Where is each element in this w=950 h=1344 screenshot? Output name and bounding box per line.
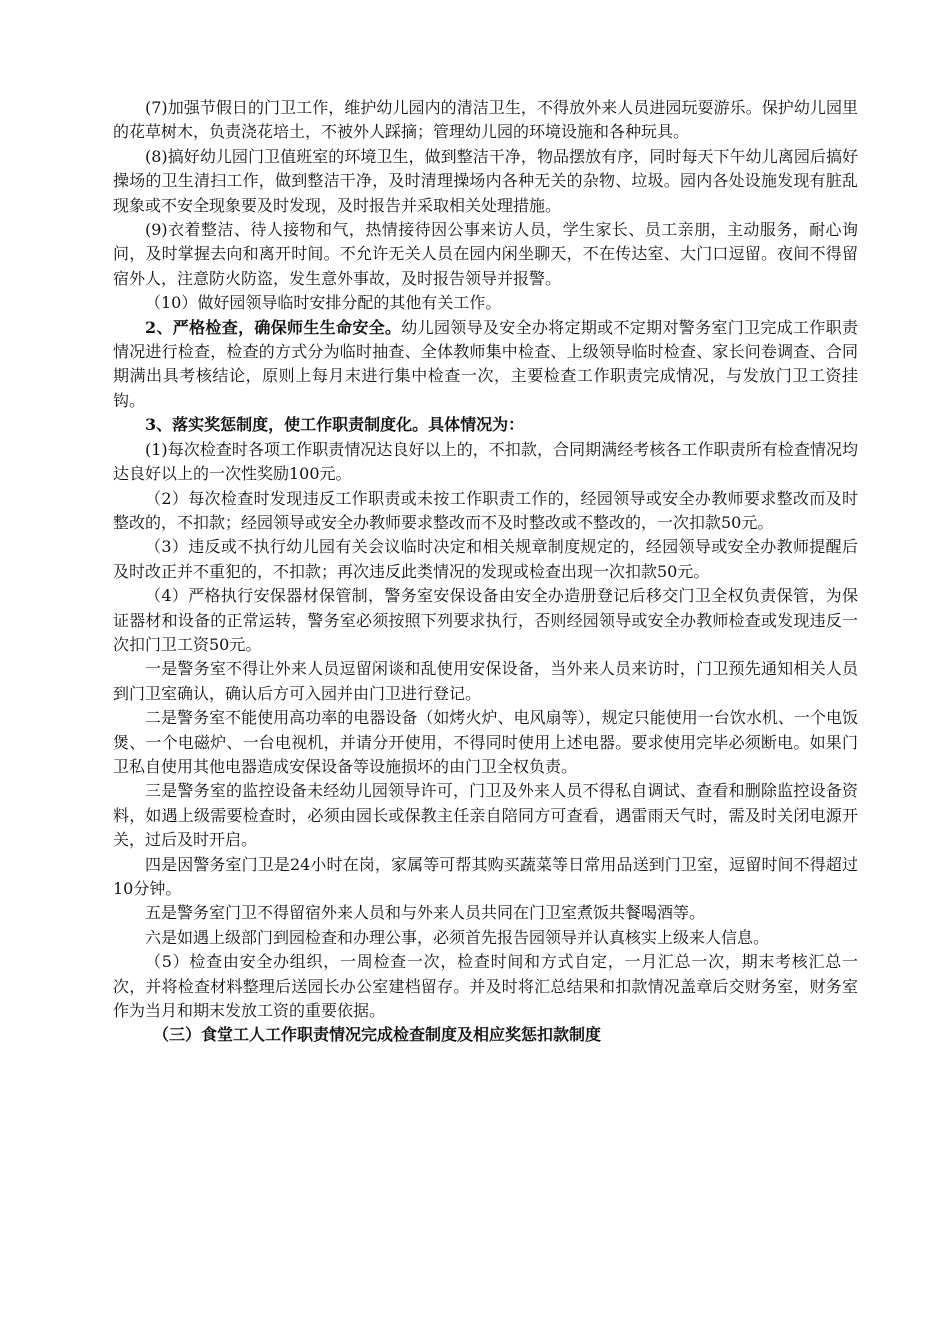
requirement-2-text: 二是警务室不能使用高功率的电器设备（如烤火炉、电风扇等），规定只能使用一台饮水机、一个电饭煲、一个电磁炉、一台电视机，并请分开使用，不得同时使用上述电器。要求使用完毕必须断电。如果门卫私自使用其他电器造成安保设备等设施损坏的由门卫全权负责。 (113, 708, 858, 776)
paragraph-8-text: (8)搞好幼儿园门卫值班室的环境卫生，做到整洁干净，物品摆放有序，同时每天下午幼儿离园后搞好操场的卫生清扫工作，做到整洁干净，及时清理操场内各种无关的杂物、垃圾。园内各处设施发现有脏乱现象或不安全现象要及时发现，及时报告并采取相关处理措施。 (113, 146, 858, 215)
rule-3-text: （3）违反或不执行幼儿园有关会议临时决定和相关规章制度规定的，经园领导或安全办教师提醒后及时改正并不重犯的，不扣款；再次违反此类情况的发现或检查出现一次扣款50元。 (113, 537, 858, 581)
rule-5 (113, 950, 858, 1023)
rule-1-text: (1)每次检查时各项工作职责情况达良好以上的，不扣款，合同期满经考核各工作职责所有检查情况均达良好以上的一次性奖励100元。 (113, 439, 858, 484)
section-heading-3: （三）食堂工人工作职责情况完成检查制度及相应奖惩扣款制度 (153, 1025, 602, 1045)
paragraph-9-text: (9)衣着整洁、待人接物和气，热情接待因公事来访人员，学生家长、员工亲朋，主动服务，耐心询问，及时掌握去向和离开时间。不允许无关人员在园内闲坐聊天，不在传达室、大门口逗留。夜间不得留宿外人，注意防火防盗，发生意外事故，及时报告领导并报警。 (113, 220, 858, 288)
requirement-5-text: 五是警务室门卫不得留宿外来人员和与外来人员共同在门卫室煮饭共餐喝酒等。 (145, 903, 706, 923)
rule-5-text: （5）检查由安全办组织，一周检查一次，检查时间和方式自定，一月汇总一次，期末考核汇总一次，并将检查材料整理后送园长办公室建档留存。并及时将汇总结果和扣款情况盖章后交财务室，财务室作为当月和期末发放工资的重要依据。 (113, 952, 858, 1021)
requirement-4-text: 四是因警务室门卫是24小时在岗，家属等可帮其购买蔬菜等日常用品送到门卫室，逗留时间不得超过10分钟。 (113, 854, 858, 898)
rule-4-text: （4）严格执行安保器材保管制，警务室安保设备由安全办造册登记后移交门卫全权负责保管，为保证器材和设备的正常运转，警务室必须按照下列要求执行，否则经园领导或安全办教师检查或发现违反一次扣门卫工资50元。 (113, 586, 858, 654)
rule-3 (113, 535, 858, 584)
requirement-3-text: 三是警务室的监控设备未经幼儿园领导许可，门卫及外来人员不得私自调试、查看和删除监控设备资料，如遇上级需要检查时，必须由园长或保教主任亲自陪同方可查看，遇雷雨天气时，需及时关闭电源开关，过后及时开启。 (113, 781, 858, 850)
requirement-1 (113, 657, 858, 706)
paragraph-8 (113, 145, 858, 218)
section-2-paragraph (113, 316, 858, 414)
requirement-6 (113, 926, 858, 950)
section-3-paragraph (113, 413, 858, 437)
requirement-2 (113, 706, 858, 779)
paragraph-10-text: （10）做好园领导临时安排分配的其他有关工作。 (145, 293, 502, 313)
rule-2 (113, 487, 858, 536)
paragraph-10 (113, 291, 858, 315)
paragraph-7-text: (7)加强节假日的门卫工作，维护幼儿园内的清洁卫生，不得放外来人员进园玩耍游乐。保护幼儿园里的花草树木，负责浇花培土，不被外人踩摘；管理幼儿园的环境设施和各种玩具。 (113, 98, 858, 142)
requirement-4 (113, 853, 858, 902)
section-2-text: 幼儿园领导及安全办将定期或不定期对警务室门卫完成工作职责情况进行检查，检查的方式分为临时抽查、全体教师集中检查、上级领导临时检查、家长问卷调查、合同期满出具考核结论，原则上每月末进行集中检查一次，主要检查工作职责完成情况，与发放门卫工资挂钩。 (113, 317, 858, 410)
rule-2-text: （2）每次检查时发现违反工作职责或未按工作职责工作的，经园领导或安全办教师要求整改而及时整改的，不扣款；经园领导或安全办教师要求整改而不及时整改或不整改的，一次扣款50元。 (113, 488, 858, 532)
document-page (113, 96, 858, 1048)
paragraph-9 (113, 218, 858, 291)
requirement-1-text: 一是警务室不得让外来人员逗留闲谈和乱使用安保设备，当外来人员来访时，门卫预先通知相关人员到门卫室确认，确认后方可入园并由门卫进行登记。 (113, 659, 858, 703)
section-2-title: 2、严格检查，确保师生生命安全。 (145, 317, 402, 337)
rule-4 (113, 584, 858, 657)
paragraph-7 (113, 96, 858, 145)
requirement-5 (113, 901, 858, 925)
requirement-3 (113, 779, 858, 852)
section-3-title: 3、落实奖惩制度，使工作职责制度化。具体情况为： (145, 415, 525, 435)
rule-1 (113, 438, 858, 487)
requirement-6-text: 六是如遇上级部门到园检查和办理公事，必须首先报告园领导并认真核实上级来人信息。 (145, 927, 770, 947)
